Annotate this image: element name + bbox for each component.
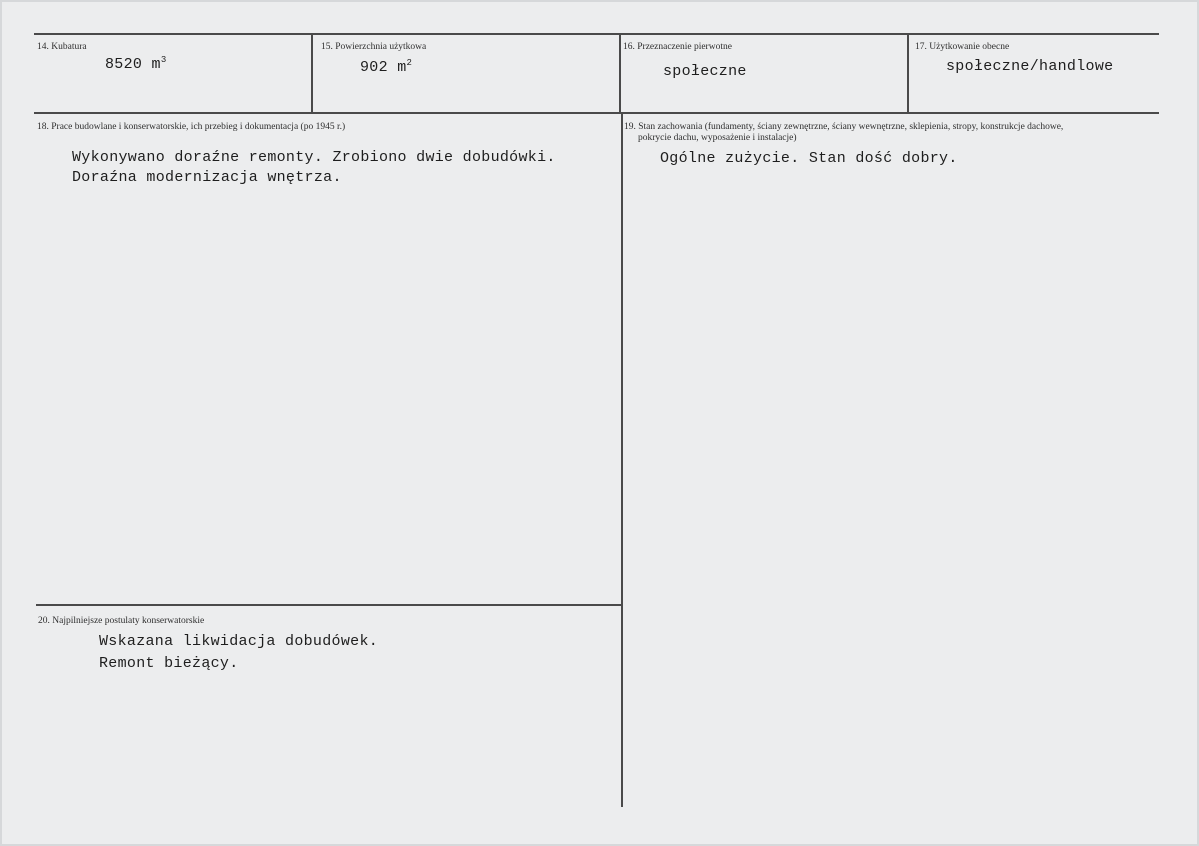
field-19-label-line-2: pokrycie dachu, wyposażenie i instalacje) — [638, 133, 797, 143]
top-rule — [34, 33, 1159, 35]
field-14-value — [105, 54, 167, 76]
field-15-label: 15. Powierzchnia użytkowa — [321, 42, 427, 52]
field-15-unit-exponent: 2 — [406, 58, 413, 68]
field-18-line-2: Doraźna modernizacja wnętrza. — [72, 169, 342, 186]
field-14-unit-exponent: 3 — [160, 55, 167, 65]
divider-16-17 — [907, 33, 909, 114]
center-column-rule — [621, 112, 623, 807]
field-17-label: 17. Użytkowanie obecne — [915, 42, 1010, 52]
field-19-label-line-1: 19. Stan zachowania (fundamenty, ściany zewnętrzne, ściany wewnętrzne, sklepienia, stropy, konstrukcje dachowe, — [624, 122, 1064, 132]
divider-15-16 — [619, 33, 621, 114]
field-18-label: 18. Prace budowlane i konserwatorskie, ich przebieg i dokumentacja (po 1945 r.) — [37, 122, 346, 132]
field-20-line-1: Wskazana likwidacja dobudówek. — [99, 633, 379, 650]
field-18-line-1: Wykonywano doraźne remonty. Zrobiono dwie dobudówki. — [72, 149, 556, 166]
field-16-label: 16. Przeznaczenie pierwotne — [623, 42, 732, 52]
row-divider-rule — [34, 112, 1159, 114]
field-16-value: społeczne — [663, 63, 747, 80]
divider-14-15 — [311, 33, 313, 114]
field-20-top-rule — [36, 604, 621, 606]
field-17-value: społeczne/handlowe — [946, 58, 1114, 75]
field-14-label: 14. Kubatura — [37, 42, 87, 52]
field-14-value-text: 8520 m — [105, 56, 161, 73]
field-15-value — [360, 57, 412, 79]
field-15-value-text: 902 m — [360, 59, 407, 76]
field-19-line-1: Ogólne zużycie. Stan dość dobry. — [660, 150, 958, 167]
field-20-label: 20. Najpilniejsze postulaty konserwatorskie — [38, 616, 205, 626]
field-20-line-2: Remont bieżący. — [99, 655, 239, 672]
